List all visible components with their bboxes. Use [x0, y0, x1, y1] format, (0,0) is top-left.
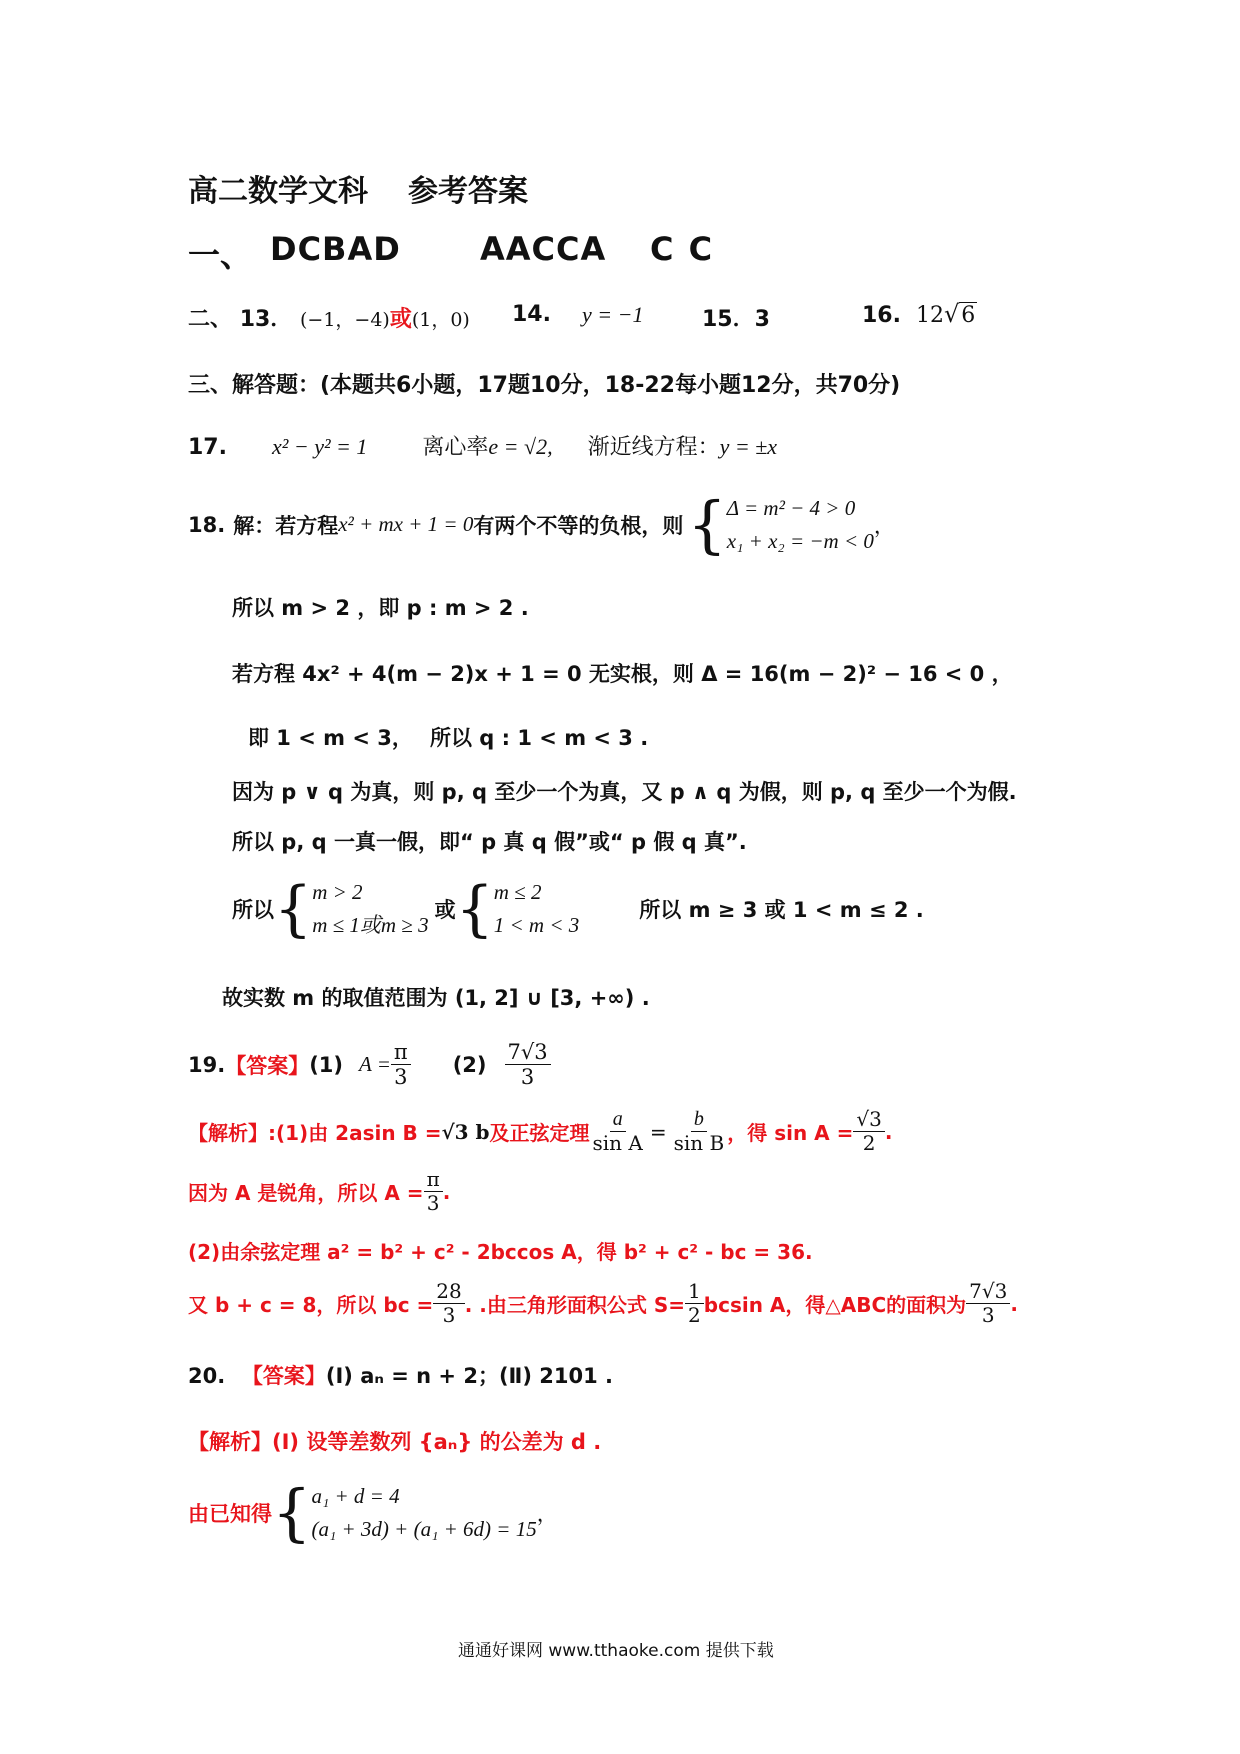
- q18-line4b: 所以 q : 1 < m < 3 .: [430, 726, 649, 750]
- q20-number: 20.: [188, 1364, 226, 1388]
- left-brace-icon: {: [687, 487, 727, 561]
- q18-line2: 所以 m > 2 ，即 p : m > 2 .: [232, 596, 529, 620]
- q20-answer-row: 20. 【答案】(Ⅰ) aₙ = n + 2；(Ⅱ) 2101 .: [188, 1364, 614, 1388]
- q18-line8: 故实数 m 的取值范围为 (1, 2] ∪ [3, +∞) .: [222, 986, 650, 1010]
- q19-answer-row: 19. 【答案】 (1) A = $\frac{\pi}{3}$ (2) $\frac{7√3}{3}$: [188, 1040, 551, 1089]
- fraction: $\frac{√3}{2}$: [853, 1108, 884, 1155]
- q18-system-2: m ≤ 2 1 < m < 3: [493, 880, 580, 937]
- page-subtitle: 参考答案: [408, 174, 528, 209]
- left-brace-icon: {: [455, 873, 494, 944]
- fraction: $\frac{a}{\text{sin A}}$: [592, 1108, 643, 1155]
- fraction: $\frac{\pi}{3}$: [391, 1040, 411, 1089]
- section2-label: 二、: [188, 307, 233, 332]
- section3-heading: 三、解答题：(本题共6小题，17题10分，18-22每小题12分，共70分): [188, 373, 901, 398]
- q17-ecc-label: 离心率: [422, 435, 489, 460]
- fraction: $\frac{7√3}{3}$: [966, 1280, 1010, 1327]
- q14-number: 14.: [512, 302, 551, 327]
- q17-asym: y = ±x: [719, 434, 778, 459]
- q18-line6: 所以 p, q 一真一假，即“ p 真 q 假”或“ p 假 q 真”.: [232, 830, 747, 854]
- q16-row: [862, 300, 977, 328]
- left-brace-icon: {: [272, 1475, 312, 1549]
- q13-answer-b: (1，0): [411, 309, 470, 331]
- q19-number: 19.: [188, 1052, 226, 1077]
- q18-system: Δ = m² − 4 > 0 x₁ + x₂ = −m < 0: [726, 496, 874, 553]
- q16-number: 16.: [862, 303, 901, 328]
- fraction: $\frac{1}{2}$: [685, 1280, 704, 1327]
- q16-coef: 12: [915, 303, 944, 328]
- q17-row: [188, 430, 777, 461]
- q18-line1: 18. 解：若方程 x² + mx + 1 = 0 有两个不等的负根，则 { Δ = m² − 4 > 0 x₁ + x₂ = −m < 0 ，: [188, 487, 895, 561]
- q18-line5: 因为 p ∨ q 为真，则 p, q 至少一个为真，又 p ∧ q 为假，则 p, q 至少一个为假.: [232, 780, 1017, 804]
- q13-number: 13．: [239, 307, 293, 332]
- q18-line4a: 即 1 < m < 3，: [248, 726, 413, 750]
- q16-radicand: 6: [961, 303, 976, 328]
- fraction: $\frac{7√3}{3}$: [505, 1040, 551, 1089]
- q14-answer: y = −1: [582, 302, 644, 327]
- q18-line7: 所以 { m > 2 m ≤ 1或m ≥ 3 或 { m ≤ 2 1 < m < 3 所以 m ≥ 3 或 1 < m ≤ 2 .: [232, 873, 924, 944]
- q18-line3: 若方程 4x² + 4(m − 2)x + 1 = 0 无实根，则 Δ = 16(m − 2)² − 16 < 0 ，: [232, 662, 1013, 686]
- title-text: 高二数学文科: [188, 174, 368, 209]
- fraction: $\frac{28}{3}$: [433, 1280, 464, 1327]
- q17-number: 17.: [188, 435, 227, 460]
- q13-answer-a: (−1，−4): [299, 309, 390, 331]
- q18-equation: x² + mx + 1 = 0: [338, 512, 474, 537]
- analysis-tag: 【解析】: [188, 1430, 272, 1454]
- q17-asym-label: 渐近线方程：: [587, 435, 720, 460]
- footer-text: 通通好课网 www.tthaoke.com 提供下载: [458, 1641, 774, 1661]
- answer-tag: 【答案】: [241, 1364, 326, 1388]
- fraction: $\frac{b}{\text{sin B}}$: [673, 1108, 725, 1155]
- q19-analysis-2: 因为 A 是锐角，所以 A = $\frac{\pi}{3}$ .: [188, 1167, 451, 1215]
- q15-answer: 15．3: [702, 307, 770, 332]
- sqrt-icon: √: [943, 300, 960, 328]
- q13-or: 或: [389, 307, 412, 332]
- q17-ecc: e = √2,: [488, 434, 553, 459]
- q18-conclusion: 所以 m ≥ 3 或 1 < m ≤ 2 .: [639, 897, 924, 922]
- q17-equation: x² − y² = 1: [271, 434, 368, 459]
- section1-answers-3: C C: [650, 230, 715, 268]
- q20-system: a₁ + d = 4 (a₁ + 3d) + (a₁ + 6d) = 15: [311, 1484, 537, 1541]
- fraction: $\frac{\pi}{3}$: [424, 1168, 443, 1215]
- section1-answers-2: AACCA: [480, 230, 607, 268]
- page-title: [188, 166, 368, 210]
- section1-answers-1: DCBAD: [270, 230, 401, 268]
- q18-number: 18.: [188, 512, 226, 537]
- q19-analysis-4: 又 b + c = 8，所以 bc = $\frac{28}{3}$ . .由三角形面积公式 S= $\frac{1}{2}$ bcsin A，得△ABC的面积为 $\frac{7√3}{3}$ .: [188, 1279, 1018, 1327]
- q18-system-1: m > 2 m ≤ 1或m ≥ 3: [312, 880, 429, 937]
- q20-analysis-1: 【解析】(I) 设等差数列 {aₙ} 的公差为 d .: [188, 1430, 602, 1454]
- analysis-tag: 【解析】:: [188, 1121, 276, 1145]
- q19-analysis-3: (2)由余弦定理 a² = b² + c² - 2bccos A，得 b² + c² - bc = 36.: [188, 1240, 813, 1264]
- section1-label: 一、: [188, 236, 253, 274]
- section2-row: [188, 302, 470, 333]
- q19-analysis-1: 【解析】: (1)由 2asin B = √3 b 及正弦定理 $\frac{a}{\text{sin A}}$ = $\frac{b}{\text{sin B}}$ ，得 sin A = $\frac{√3}{2}$ .: [188, 1107, 893, 1155]
- q20-analysis-2: 由已知得 { a₁ + d = 4 (a₁ + 3d) + (a₁ + 6d) = 15 ，: [188, 1475, 558, 1549]
- left-brace-icon: {: [274, 873, 313, 944]
- answer-tag: 【答案】: [225, 1053, 310, 1078]
